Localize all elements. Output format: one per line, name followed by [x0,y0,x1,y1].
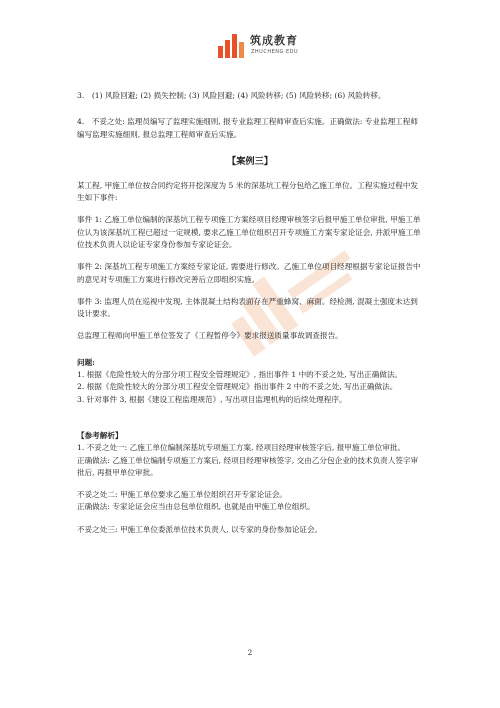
analysis-item-3: 不妥之处二: 甲施工单位要求乙施工单位组织召开专家论证会。 [77,490,288,500]
page-content [77,90,423,536]
logo-name-cn: 筑成教育 [250,34,298,47]
analysis-title: 【参考解析】 [77,430,123,440]
event-summary: 总监理工程师向甲施工单位签发了《工程暂停令》要求报送质量事故调查报告。 [77,331,343,341]
logo-name-en: ZHUCHENG EDU [251,49,299,55]
event-1: 事件 1: 乙施工单位编制的深基坑工程专项施工方案经项目经理审核签字后报甲施工单位审批, 甲施工单位认为该深基坑工程已超过一定规模, 要求乙施工单位组织召开专项施工方案专家论证会, 并派甲施工单位技术负责人以论证专家身份参加专家论证会。 [77,215,421,249]
analysis-item-2: 正确做法: 乙施工单位编制专项施工方案后, 经项目经理审核签字, 交由乙分包企业的技术负责人签字审批后, 再报甲单位审批。 [77,455,419,477]
question-2: 2. 根据《危险性较大的分部分项工程安全管理规定》指出事件 2 中的不妥之处, 写出正确做法。 [77,382,398,392]
questions-title: 问题: [77,357,95,367]
question-3: 3. 针对事件 3, 根据《建设工程监理规范》, 写出项目监理机构的后续处理程序。 [77,394,347,404]
analysis-item-4: 正确做法: 专家论证会应当由总包单位组织, 也就是由甲施工单位组织。 [77,502,315,512]
analysis-item-1: 1. 不妥之处一: 乙施工单位编制深基坑专项施工方案, 经项目经理审核签字后, 报甲施工单位审批。 [77,443,406,453]
analysis-item-5: 不妥之处三: 甲施工单位委派单位技术负责人, 以专家的身份参加论证会。 [77,524,323,534]
case-background: 某工程, 甲施工单位按合同约定将开挖深度为 5 米的深基坑工程分包给乙施工单位。工程实施过程中发生如下事件: [77,180,419,203]
intro-answer-4: 4. 不妥之处: 监理员编写了监理实施细则, 报专业监理工程师审查后实施。正确做法: 专业监理工程师编写监理实施细则, 报总监理工程师审查后实施。 [77,117,418,139]
intro-answer-3: 3. (1) 风险回避; (2) 损失控制; (3) 风险回避; (4) 风险转移; (5) 风险转移; (6) 风险转移。 [77,91,386,100]
case-title: 【案例三】 [227,155,273,167]
page-number: 2 [247,649,253,657]
question-1: 1. 根据《危险性较大的分部分项工程安全管理规定》, 指出事件 1 中的不妥之处, 写出正确做法。 [77,370,403,380]
event-3: 事件 3: 监理人员在巡视中发现, 主体混凝土结构表面存在严重蜂窝、麻面。经检测, 混凝土强度未达到设计要求。 [77,296,418,319]
event-2: 事件 2: 深基坑工程专项施工方案经专家论证, 需要进行修改。乙施工单位项目经理根据专家论证报告中的意见对专项施工方案进行修改完善后立即组织实施。 [77,262,421,284]
header-logo [0,30,500,64]
logo-icon [216,30,246,60]
